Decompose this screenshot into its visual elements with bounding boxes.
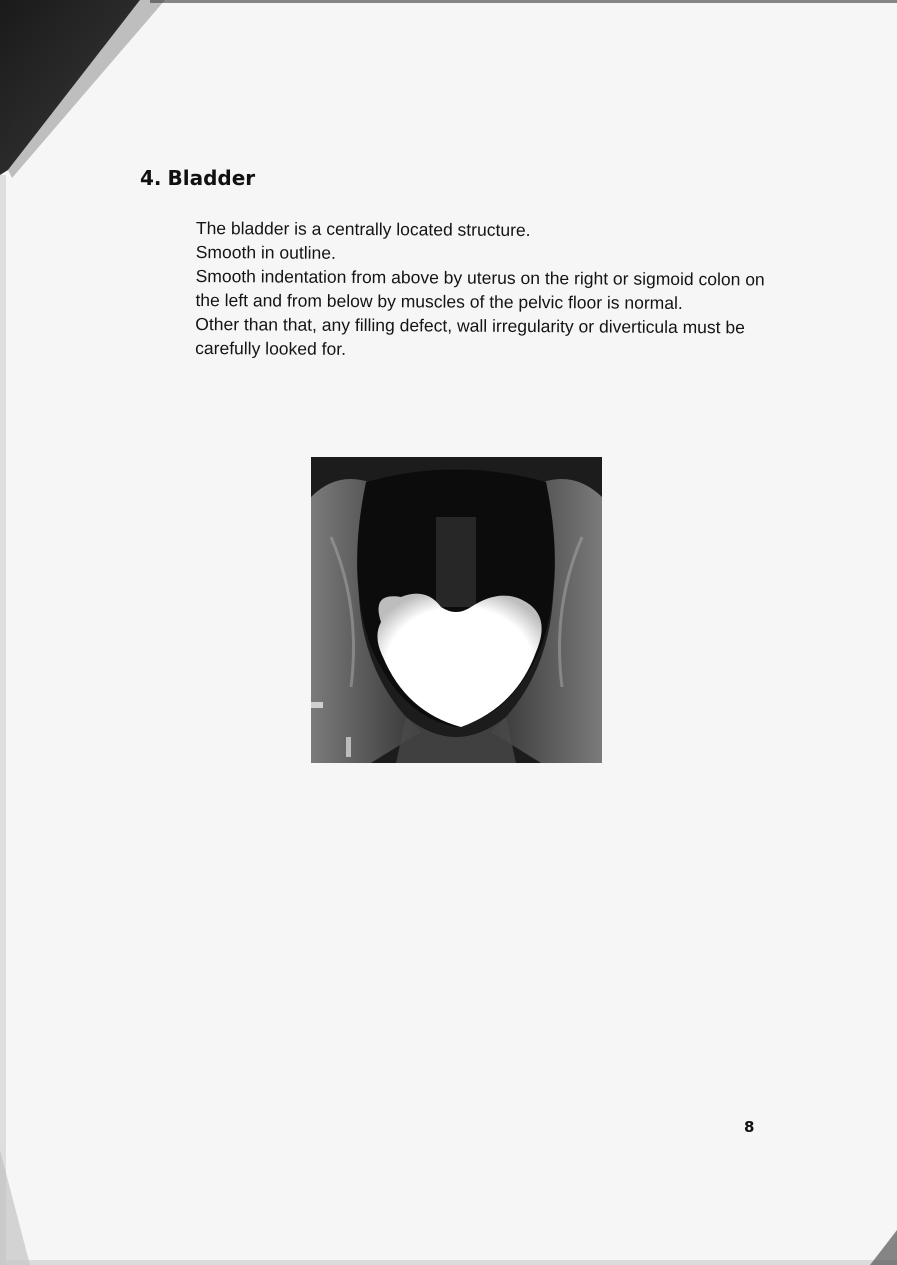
paragraph-indentation: Smooth indentation from above by uterus on the right or sigmoid colon on the left and from below by muscles of the pelvic floor is normal. <box>195 265 765 313</box>
paragraph-defects: Other than that, any filling defect, wall irregularity or diverticula must be carefully looked for. <box>195 313 745 359</box>
section-heading <box>140 166 255 190</box>
section-title: Bladder <box>167 166 256 190</box>
section-number: 4. <box>140 166 162 190</box>
section-body <box>195 216 776 364</box>
page-number: 8 <box>744 1118 755 1136</box>
paragraph-location: The bladder is a centrally located structure. <box>195 217 531 241</box>
paragraph-outline: Smooth in outline. <box>195 241 336 263</box>
bladder-xray-image <box>311 457 602 763</box>
